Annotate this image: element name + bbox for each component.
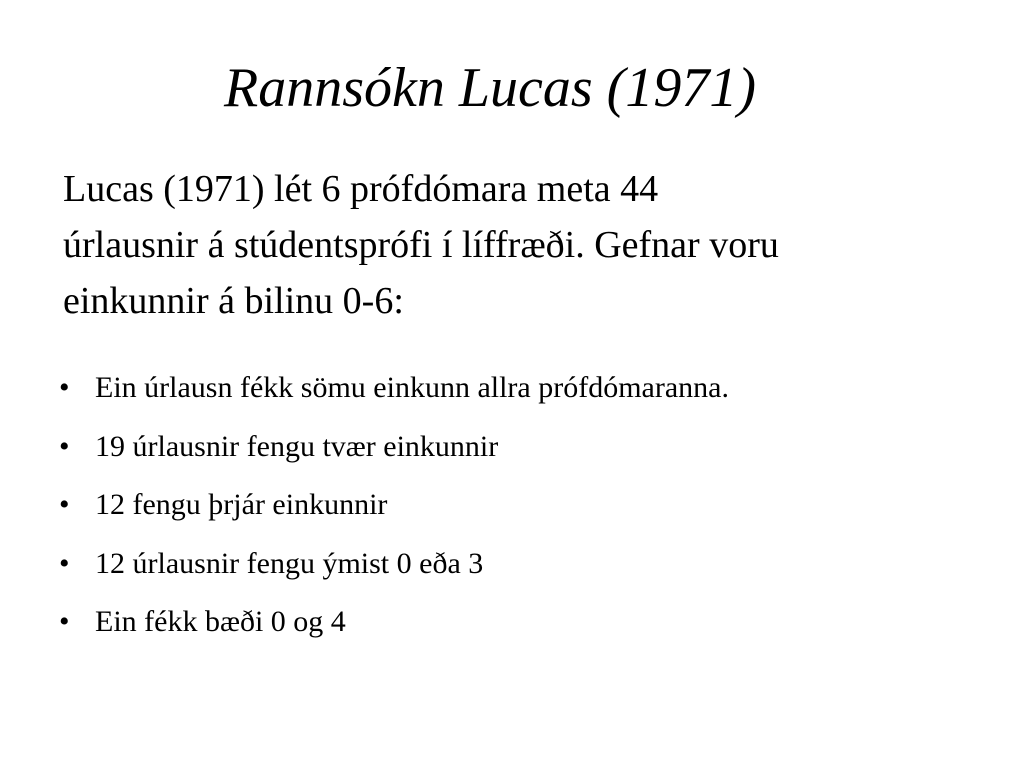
- bullet-icon: •: [59, 488, 70, 521]
- intro-line-2: úrlausnir á stúdentsprófi í líffræði. Gefnar voru: [63, 224, 779, 266]
- bullet-text: Ein úrlausn fékk sömu einkunn allra prófdómaranna.: [95, 371, 729, 404]
- slide-title: Rannsókn Lucas (1971): [224, 57, 756, 119]
- intro-line-3: einkunnir á bilinu 0-6:: [63, 280, 404, 322]
- list-item: [0, 592, 1024, 651]
- intro-paragraph: [63, 161, 963, 329]
- bullet-list: [0, 358, 1024, 651]
- bullet-text: 19 úrlausnir fengu tvær einkunnir: [95, 429, 499, 463]
- bullet-icon: •: [59, 605, 70, 638]
- bullet-icon: •: [59, 546, 70, 580]
- bullet-text: 12 úrlausnir fengu ýmist 0 eða 3: [95, 546, 484, 580]
- list-item: [0, 417, 1024, 476]
- list-item: [0, 358, 1024, 417]
- bullet-text: 12 fengu þrjár einkunnir: [95, 488, 388, 521]
- list-item: [0, 534, 1024, 593]
- list-item: [0, 475, 1024, 534]
- bullet-icon: •: [59, 429, 70, 463]
- bullet-text: Ein fékk bæði 0 og 4: [95, 605, 346, 638]
- bullet-icon: •: [59, 371, 70, 404]
- intro-line-1: Lucas (1971) lét 6 prófdómara meta 44: [63, 168, 659, 210]
